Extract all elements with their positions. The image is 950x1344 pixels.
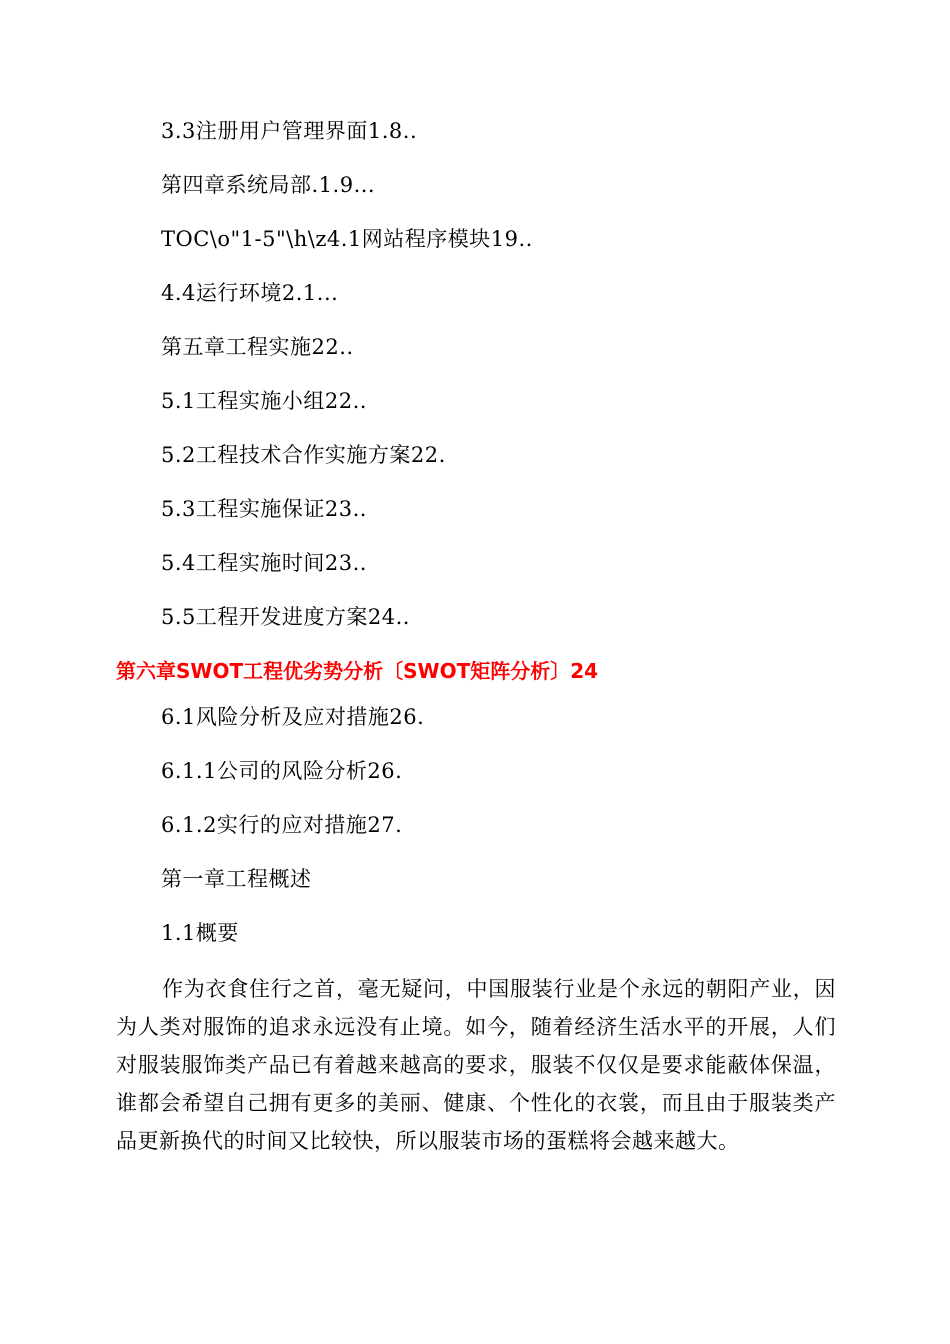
toc-item: 第五章工程实施22.. <box>161 335 354 359</box>
toc-sub-item: 6.1.2实行的应对措施27. <box>161 813 403 837</box>
toc-sub-item: 6.1.1公司的风险分析26. <box>161 759 403 783</box>
chapter-title: 第一章工程概述 <box>161 867 312 891</box>
toc-item: TOC\o"1-5"\h\z4.1网站程序模块19.. <box>161 227 533 251</box>
toc-item: 5.4工程实施时间23.. <box>161 551 367 575</box>
toc-sub-item: 6.1风险分析及应对措施26. <box>161 705 425 729</box>
body-paragraph: 作为衣食住行之首，毫无疑问，中国服装行业是个永远的朝阳产业，因为人类对服饰的追求永远没有止境。如今，随着经济生活水平的开展，人们对服装服饰类产品已有着越来越高的要求，服装不仅仅是要求能蔽体保温，谁都会希望自己拥有更多的美丽、健康、个性化的衣裳，而且由于服装类产品更新换代的时间又比较快，所以服装市场的蛋糕将会越来越大。 <box>116 977 836 1153</box>
toc-item: 第四章系统局部.1.9... <box>161 173 376 197</box>
toc-chapter-heading: 第六章SWOT工程优劣势分析〔SWOT矩阵分析〕24 <box>116 659 599 683</box>
toc-item: 5.2工程技术合作实施方案22. <box>161 443 446 467</box>
section-title: 1.1概要 <box>161 921 239 945</box>
toc-item: 5.5工程开发进度方案24.. <box>161 605 410 629</box>
toc-item: 3.3注册用户管理界面1.8.. <box>161 119 418 143</box>
toc-item: 5.3工程实施保证23.. <box>161 497 367 521</box>
toc-item: 4.4运行环境2.1... <box>161 281 339 305</box>
toc-item: 5.1工程实施小组22.. <box>161 389 367 413</box>
